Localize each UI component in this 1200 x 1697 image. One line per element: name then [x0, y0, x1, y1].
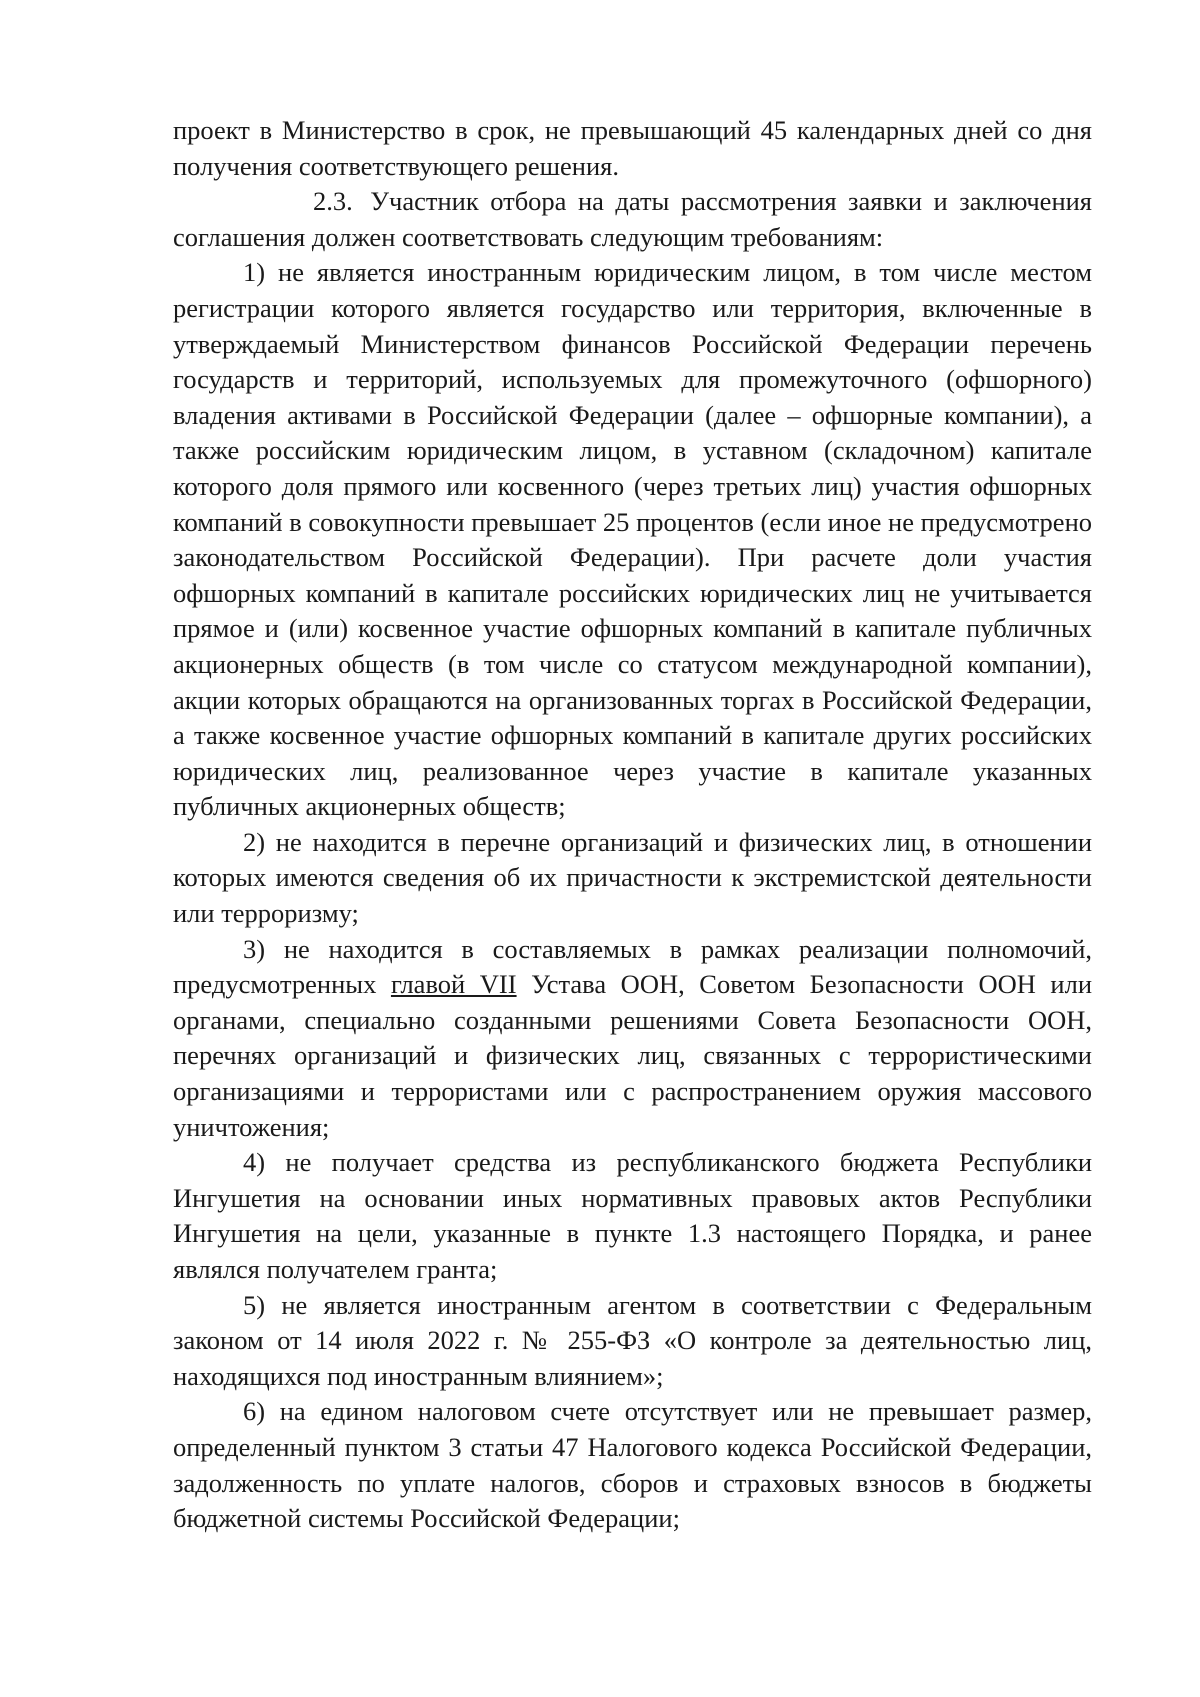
item-text-before: не находится в составляемых в рамках реализации полномочий, предусмотренных [173, 933, 1092, 1000]
item-number: 4) [243, 1147, 266, 1178]
list-item-3 [173, 932, 1092, 1146]
item-number: 5) [243, 1289, 266, 1320]
item-text-after: Устава ООН, Советом Безопасности ООН или органами, специально созданными решениями Совета Безопасности ООН, перечнях организаций и физических лиц, связанных с террористическими организациями и террористами или с распространением оружия массового уничтожения; [173, 969, 1093, 1142]
item-number: 6) [243, 1396, 266, 1427]
section-text: Участник отбора на даты рассмотрения заявки и заключения соглашения должен соответствовать следующим требованиям: [173, 186, 1092, 252]
item-text: на едином налоговом счете отсутствует или не превышает размер, определенный пунктом 3 статьи 47 Налогового кодекса Российской Федерации, задолженность по уплате налогов, сборов и страховых взносов в бюджеты бюджетной системы Российской Федерации; [173, 1396, 1093, 1534]
section-number: 2.3. [313, 186, 353, 217]
chapter-vii-link[interactable]: главой VII [390, 969, 517, 1000]
item-text: не является иностранным агентом в соответствии с Федеральным законом от 14 июля 2022 г. № 255-ФЗ «О контроле за деятельностью лиц, находящихся под иностранным влиянием»; [173, 1289, 1092, 1391]
item-text: не является иностранным юридическим лицом, в том числе местом регистрации которого является государство или территория, включенные в утверждаемый Министерством финансов Российской Федерации перечень государств и территорий, используемых для промежуточного (офшорного) владения активами в Российской Федерации (далее – офшорные компании), а также российским юридическим лицом, в уставном (складочном) капитале которого доля прямого или косвенного (через третьих лиц) участия офшорных компаний в совокупности превышает 25 процентов (если иное не предусмотрено законодательством Российской Федерации). При расчете доли участия офшорных компаний в капитале российских юридических лиц не учитывается прямое и (или) косвенное участие офшорных компаний в капитале публичных акционерных обществ (в том числе со статусом международной компании), акции которых обращаются на организованных торгах в Российской Федерации, а также косвенное участие офшорных компаний в капитале других российских юридических лиц, реализованное через участие в капитале указанных публичных акционерных обществ; [173, 257, 1093, 822]
item-number: 1) [243, 257, 266, 288]
item-number: 2) [243, 826, 266, 857]
paragraph-continuation: проект в Министерство в срок, не превышающий 45 календарных дней со дня получения соответствующего решения. [173, 115, 1092, 181]
item-text: не получает средства из республиканского бюджета Республики Ингушетия на основании иных нормативных правовых актов Республики Ингушетия на цели, указанные в пункте 1.3 настоящего Порядка, и ранее являлся получателем гранта; [173, 1147, 1093, 1284]
list-item-2 [173, 825, 1092, 932]
item-text: не находится в перечне организаций и физических лиц, в отношении которых имеются сведения об их причастности к экстремистской деятельности или терроризму; [173, 826, 1093, 929]
list-item-6 [173, 1394, 1092, 1536]
list-item-5 [173, 1288, 1092, 1395]
item-number: 3) [243, 933, 266, 964]
section-2-3 [173, 184, 1092, 255]
list-item-4 [173, 1145, 1092, 1287]
list-item-1 [173, 255, 1092, 825]
